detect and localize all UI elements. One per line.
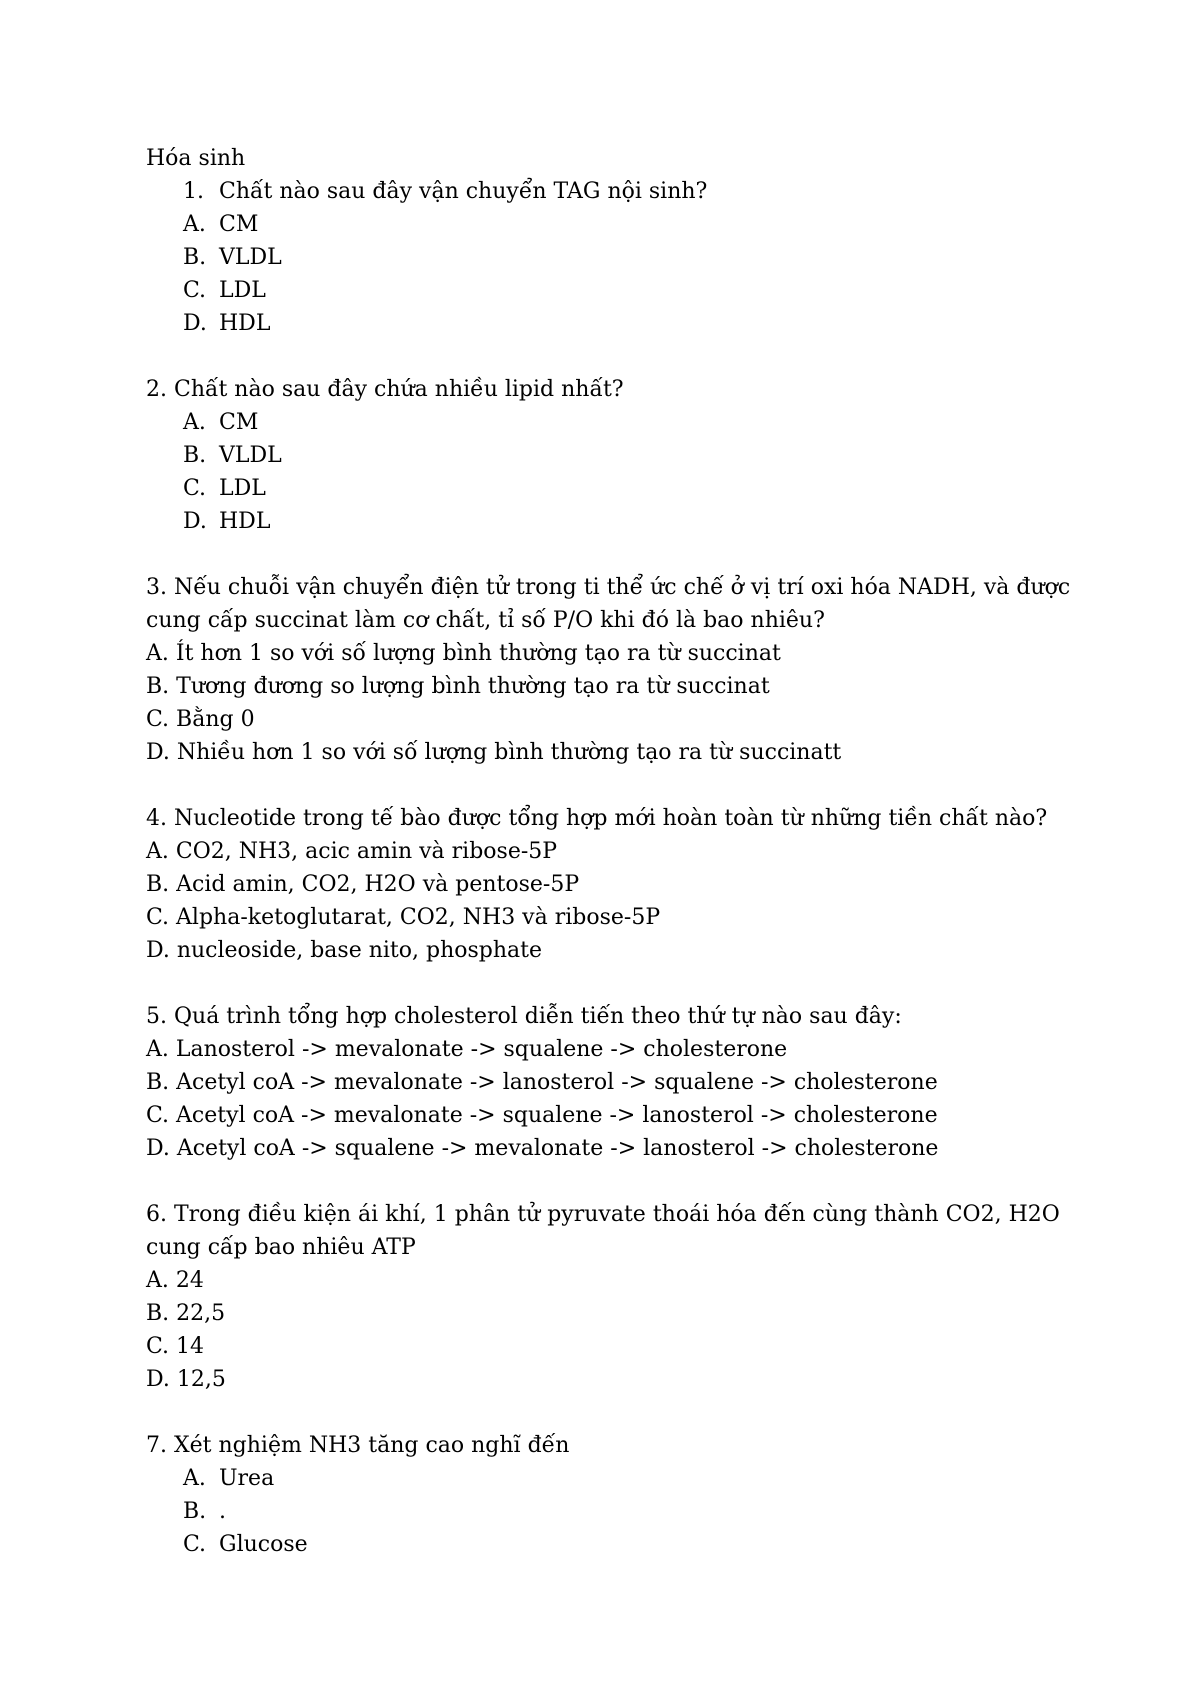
option-text: VLDL bbox=[219, 443, 282, 468]
question-4-option-b: B. Acid amin, CO2, H2O và pentose-5P bbox=[146, 872, 580, 897]
question-5-option-c: C. Acetyl coA -> mevalonate -> squalene -> lanosterol -> cholesterone bbox=[146, 1103, 938, 1128]
question-6-option-c: C. 14 bbox=[146, 1334, 205, 1359]
question-1 bbox=[146, 175, 1076, 208]
document-content bbox=[146, 142, 1076, 1561]
question-2-text: 2. Chất nào sau đây chứa nhiều lipid nhất? bbox=[146, 377, 624, 402]
spacer bbox=[146, 1396, 1076, 1429]
question-7-option-b bbox=[146, 1495, 1076, 1528]
question-5-option-b: B. Acetyl coA -> mevalonate -> lanosterol -> squalene -> cholesterone bbox=[146, 1070, 938, 1095]
option-text: . bbox=[219, 1499, 226, 1524]
option-letter: A. bbox=[183, 410, 206, 435]
question-4-option-a: A. CO2, NH3, acic amin và ribose-5P bbox=[146, 839, 558, 864]
option-letter: A. bbox=[183, 212, 206, 237]
spacer bbox=[146, 1165, 1076, 1198]
question-2-option-d bbox=[146, 505, 1076, 538]
question-2-option-b bbox=[146, 439, 1076, 472]
question-4-option-c: C. Alpha-ketoglutarat, CO2, NH3 và ribose-5P bbox=[146, 905, 661, 930]
question-7-option-c bbox=[146, 1528, 1076, 1561]
spacer bbox=[146, 967, 1076, 1000]
question-2-option-a bbox=[146, 406, 1076, 439]
question-1-option-a bbox=[146, 208, 1076, 241]
option-letter: D. bbox=[183, 509, 207, 534]
question-5-text: 5. Quá trình tổng hợp cholesterol diễn tiến theo thứ tự nào sau đây: bbox=[146, 1004, 902, 1029]
question-4-text: 4. Nucleotide trong tế bào được tổng hợp mới hoàn toàn từ những tiền chất nào? bbox=[146, 806, 1048, 831]
option-letter: A. bbox=[183, 1466, 206, 1491]
option-text: HDL bbox=[219, 311, 271, 336]
question-3-text: 3. Nếu chuỗi vận chuyển điện tử trong ti thể ức chế ở vị trí oxi hóa NADH, và được cung cấp succinat làm cơ chất, tỉ số P/O khi đó là bao nhiêu? bbox=[146, 575, 1071, 633]
question-6-text: 6. Trong điều kiện ái khí, 1 phân tử pyruvate thoái hóa đến cùng thành CO2, H2O cung cấp bao nhiêu ATP bbox=[146, 1202, 1060, 1260]
option-letter: D. bbox=[183, 311, 207, 336]
option-letter: C. bbox=[183, 476, 207, 501]
option-text: HDL bbox=[219, 509, 271, 534]
question-3-option-c: C. Bằng 0 bbox=[146, 707, 255, 732]
question-1-option-b bbox=[146, 241, 1076, 274]
question-6-option-d: D. 12,5 bbox=[146, 1367, 226, 1392]
spacer bbox=[146, 340, 1076, 373]
question-1-option-d bbox=[146, 307, 1076, 340]
question-3-option-b: B. Tương đương so lượng bình thường tạo ra từ succinat bbox=[146, 674, 770, 699]
option-letter: B. bbox=[183, 1499, 207, 1524]
option-letter: C. bbox=[183, 278, 207, 303]
question-1-text: Chất nào sau đây vận chuyển TAG nội sinh? bbox=[219, 179, 708, 204]
question-3-option-d: D. Nhiều hơn 1 so với số lượng bình thường tạo ra từ succinatt bbox=[146, 740, 842, 765]
option-text: VLDL bbox=[219, 245, 282, 270]
option-text: Glucose bbox=[219, 1532, 308, 1557]
question-1-number: 1. bbox=[183, 179, 204, 204]
option-text: LDL bbox=[219, 476, 266, 501]
option-text: Urea bbox=[219, 1466, 275, 1491]
question-1-option-c bbox=[146, 274, 1076, 307]
spacer bbox=[146, 538, 1076, 571]
question-6-option-a: A. 24 bbox=[146, 1268, 204, 1293]
document-title: Hóa sinh bbox=[146, 146, 246, 171]
option-text: CM bbox=[219, 410, 259, 435]
option-letter: B. bbox=[183, 443, 207, 468]
option-letter: B. bbox=[183, 245, 207, 270]
question-7-option-a bbox=[146, 1462, 1076, 1495]
question-7-text: 7. Xét nghiệm NH3 tăng cao nghĩ đến bbox=[146, 1433, 570, 1458]
question-4-option-d: D. nucleoside, base nito, phosphate bbox=[146, 938, 543, 963]
question-2-option-c bbox=[146, 472, 1076, 505]
question-5-option-d: D. Acetyl coA -> squalene -> mevalonate -> lanosterol -> cholesterone bbox=[146, 1136, 939, 1161]
option-text: CM bbox=[219, 212, 259, 237]
question-5-option-a: A. Lanosterol -> mevalonate -> squalene -> cholesterone bbox=[146, 1037, 788, 1062]
option-letter: C. bbox=[183, 1532, 207, 1557]
question-3-option-a: A. Ít hơn 1 so với số lượng bình thường tạo ra từ succinat bbox=[146, 641, 781, 666]
question-6-option-b: B. 22,5 bbox=[146, 1301, 226, 1326]
spacer bbox=[146, 769, 1076, 802]
option-text: LDL bbox=[219, 278, 266, 303]
